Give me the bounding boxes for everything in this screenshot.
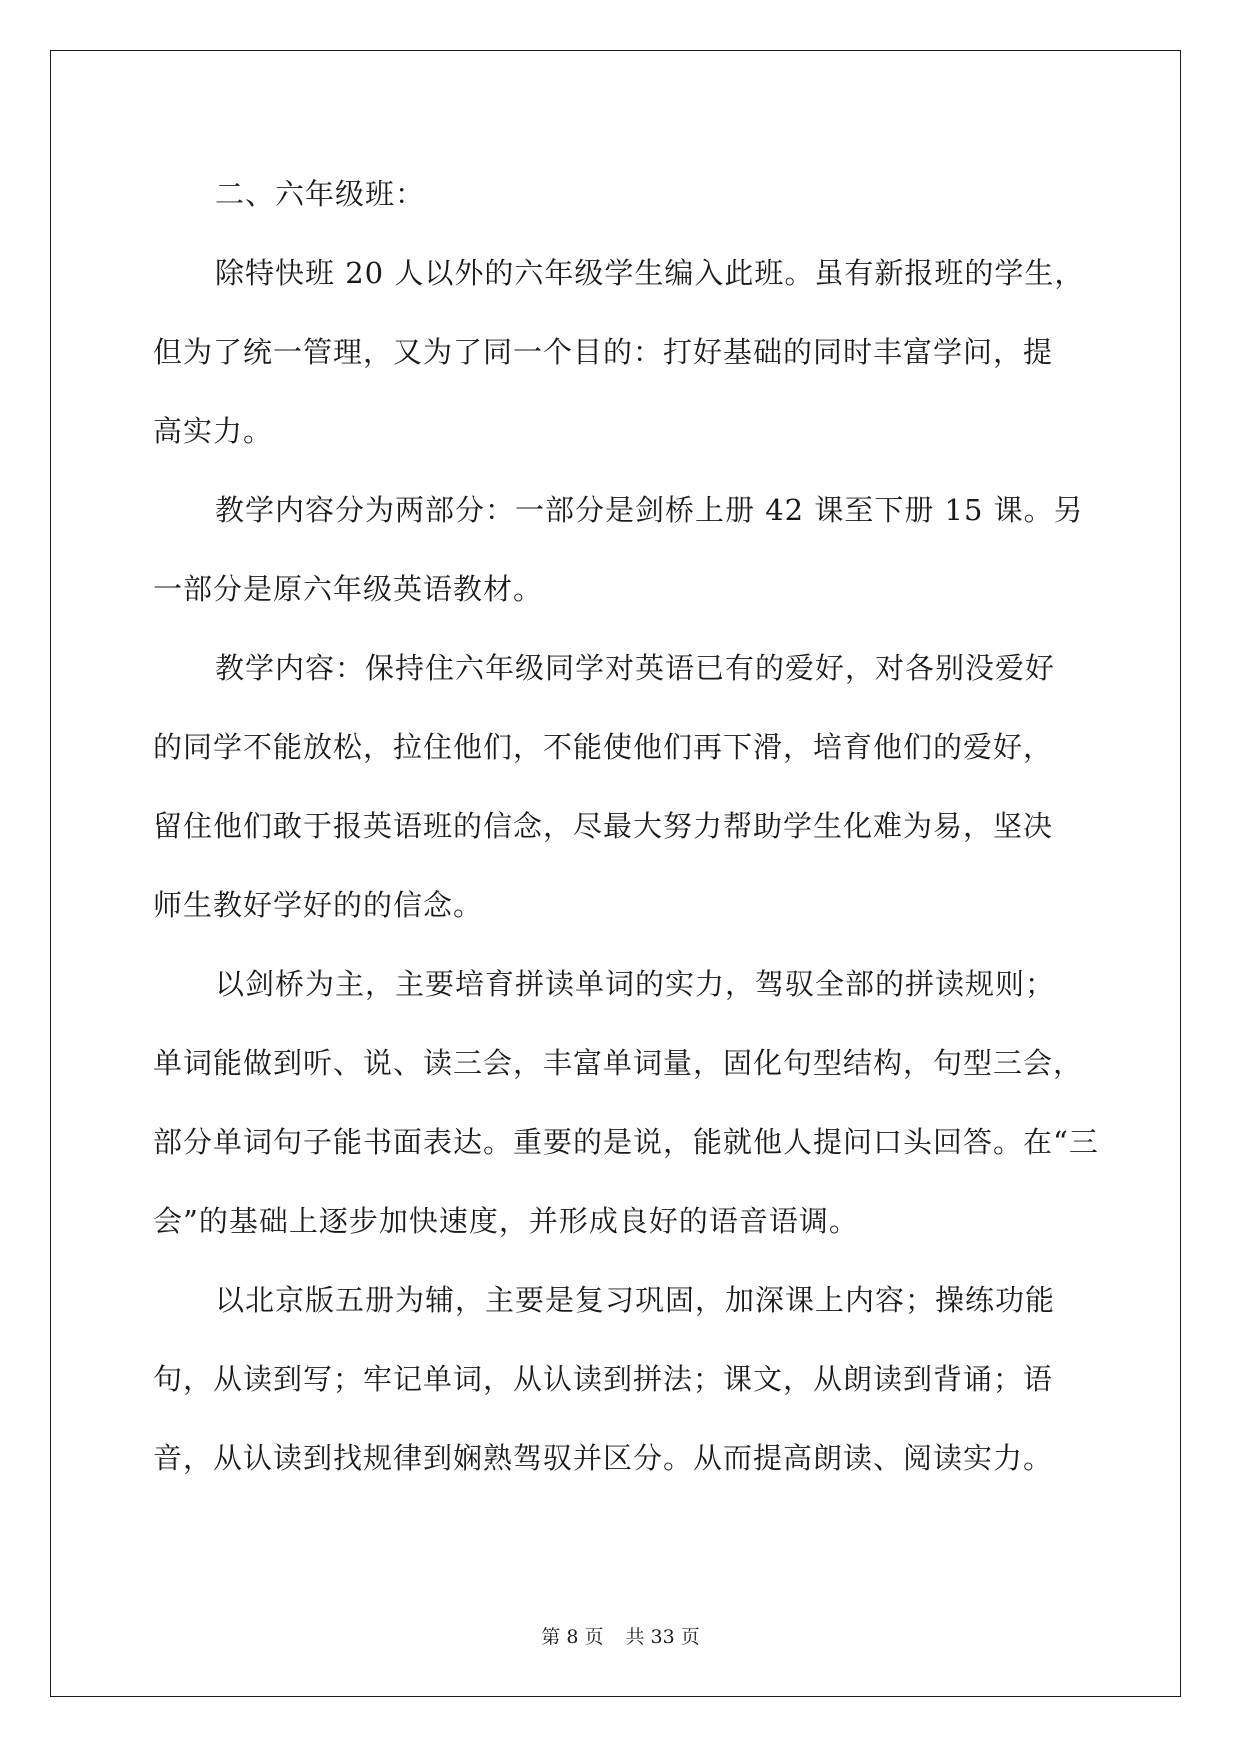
paragraph-1-line-2: 但为了统一管理，又为了同一个目的：打好基础的同时丰富学问，提 [153,335,1054,369]
paragraph-5-line-3: 音，从认读到找规律到娴熟驾驭并区分。从而提高朗读、阅读实力。 [153,1441,1054,1475]
page-number-total: 共 33 页 [625,1626,700,1648]
paragraph-4-line-1: 以剑桥为主，主要培育拼读单词的实力，驾驭全部的拼读规则； [215,967,1056,1001]
paragraph-3-line-1: 教学内容：保持住六年级同学对英语已有的爱好，对各别没爱好 [215,651,1056,685]
paragraph-4-line-2: 单词能做到听、说、读三会，丰富单词量，固化句型结构，句型三会， [153,1046,1084,1080]
document-body [153,166,1099,1509]
paragraph-3-line-2: 的同学不能放松，拉住他们，不能使他们再下滑，培育他们的爱好， [153,730,1054,764]
paragraph-4-line-3: 部分单词句子能书面表达。重要的是说，能就他人提问口头回答。在“三 [153,1125,1099,1159]
paragraph-2-line-2: 一部分是原六年级英语教材。 [153,572,544,606]
paragraph-5-line-1: 以北京版五册为辅，主要是复习巩固，加深课上内容；操练功能 [215,1283,1056,1317]
paragraph-1-line-1: 除特快班 20 人以外的六年级学生编入此班。虽有新报班的学生， [215,256,1085,290]
paragraph-5-line-2: 句，从读到写；牢记单词，从认读到拼法；课文，从朗读到背诵；语 [153,1362,1054,1396]
paragraph-3-line-4: 师生教好学好的的信念。 [153,888,484,922]
paragraph-3-line-3: 留住他们敢于报英语班的信念，尽最大努力帮助学生化难为易，坚决 [153,809,1054,843]
paragraph-2-line-1: 教学内容分为两部分：一部分是剑桥上册 42 课至下册 15 课。另 [215,493,1084,527]
page-footer [0,1622,1241,1649]
paragraph-4-line-4: 会”的基础上逐步加快速度，并形成良好的语音语调。 [153,1204,859,1238]
paragraph-1-line-3: 高实力。 [153,414,274,448]
page-number-current: 第 8 页 [541,1626,604,1648]
section-heading: 二、六年级班： [215,177,426,211]
